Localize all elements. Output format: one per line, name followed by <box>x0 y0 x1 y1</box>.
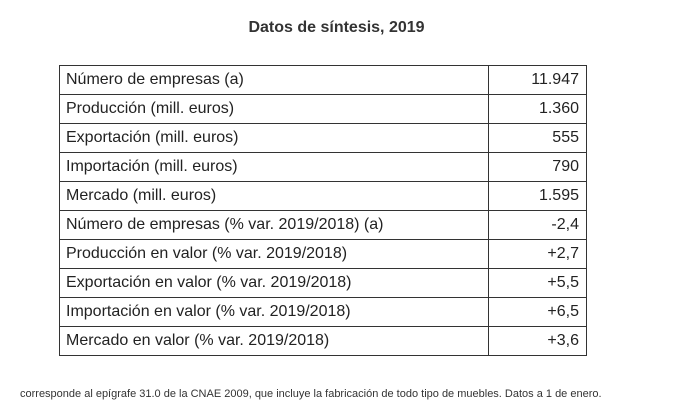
row-value: 1.360 <box>489 95 587 124</box>
row-label: Mercado (mill. euros) <box>60 182 489 211</box>
row-value: 555 <box>489 124 587 153</box>
row-label: Exportación (mill. euros) <box>60 124 489 153</box>
table-row <box>60 95 587 124</box>
row-label: Importación (mill. euros) <box>60 153 489 182</box>
row-label: Número de empresas (a) <box>60 66 489 95</box>
row-label: Número de empresas (% var. 2019/2018) (a) <box>60 211 489 240</box>
row-value: 1.595 <box>489 182 587 211</box>
row-value: 790 <box>489 153 587 182</box>
table-row <box>60 240 587 269</box>
table-row <box>60 66 587 95</box>
row-value: +6,5 <box>489 298 587 327</box>
row-label: Mercado en valor (% var. 2019/2018) <box>60 327 489 356</box>
table-row <box>60 269 587 298</box>
row-label: Importación en valor (% var. 2019/2018) <box>60 298 489 327</box>
row-value: +2,7 <box>489 240 587 269</box>
table-row <box>60 182 587 211</box>
row-value: -2,4 <box>489 211 587 240</box>
table-row <box>60 211 587 240</box>
row-value: +5,5 <box>489 269 587 298</box>
row-value: +3,6 <box>489 327 587 356</box>
footnote: corresponde al epígrafe 31.0 de la CNAE 2009, que incluye la fabricación de todo tipo de muebles. Datos a 1 de enero. <box>20 388 602 400</box>
row-value: 11.947 <box>489 66 587 95</box>
table-row <box>60 153 587 182</box>
table-row <box>60 124 587 153</box>
row-label: Exportación en valor (% var. 2019/2018) <box>60 269 489 298</box>
page-title: Datos de síntesis, 2019 <box>248 19 425 36</box>
synthesis-table <box>59 65 587 356</box>
table-row <box>60 298 587 327</box>
row-label: Producción (mill. euros) <box>60 95 489 124</box>
table-row <box>60 327 587 356</box>
row-label: Producción en valor (% var. 2019/2018) <box>60 240 489 269</box>
